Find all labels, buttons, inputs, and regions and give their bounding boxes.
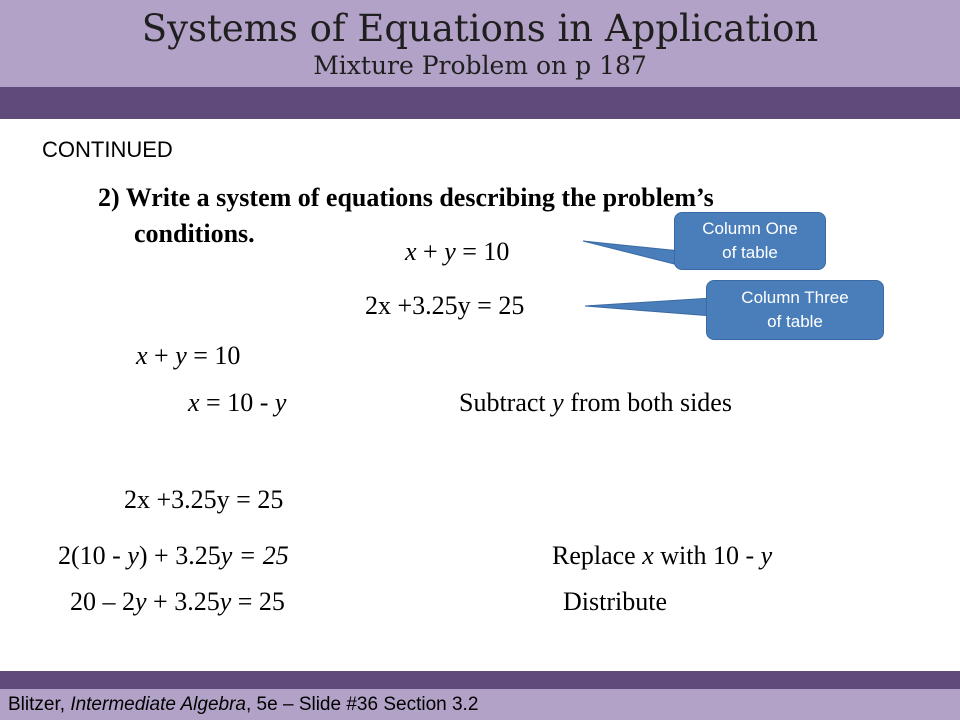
continued-label: CONTINUED [42,137,173,162]
var-y: y [135,587,147,616]
slide-subtitle: Mixture Problem on p 187 [313,51,647,80]
eq-mid: ) + 3.25 [138,541,221,570]
eq-post: = 25 [231,587,285,616]
work-equation-e [70,586,285,618]
callout-column-one [674,212,826,270]
var-y: y [175,341,187,370]
callout-line-1: Column Three [741,288,849,307]
callout-line-2: of table [767,312,823,331]
equation-rest: = 10 [186,341,241,370]
var-y-rest: y = 25 [220,541,289,570]
eq-pre: 20 – 2 [70,587,135,616]
note-pre: Replace [552,541,643,570]
footer-author: Blitzer, [8,694,71,715]
footer-band [0,671,960,689]
var-y: y [444,237,456,266]
var-x: x [188,388,200,417]
system-equation-2: 2x +3.25y = 25 [365,291,525,320]
operator: + [416,237,445,266]
note-post: from both sides [563,388,732,417]
work-equation-b [188,387,286,419]
var-y: y [219,587,232,616]
step-line-1: 2) Write a system of equations describing the problem’s [98,183,714,212]
work-equation-c: 2x +3.25y = 25 [124,485,284,514]
var-y: y [552,388,564,417]
var-y: y [127,541,139,570]
var-x: x [405,237,417,266]
eq-mid: + 3.25 [146,587,220,616]
equation-middle: = 10 - [199,388,275,417]
equation-rest: = 10 [455,237,510,266]
note-pre: Subtract [459,388,553,417]
step-line-2: conditions. [134,219,255,248]
eq-pre: 2(10 - [58,541,128,570]
var-y: y [274,388,287,417]
operator: + [147,341,176,370]
slide-title: Systems of Equations in Application [141,7,819,50]
callout-line-2: of table [722,243,778,262]
var-y: y [760,541,773,570]
callout-pointer-2 [585,298,712,316]
callout-line-1: Column One [702,219,798,238]
var-x: x [136,341,148,370]
footer-slide-info: , 5e – Slide #36 Section 3.2 [246,694,479,715]
footer-book-title: Intermediate Algebra [70,694,246,715]
work-equation-a [136,340,240,372]
note-subtract [459,387,732,419]
footer-citation [8,693,478,717]
callout-column-three [706,280,884,340]
note-post: with 10 - [653,541,761,570]
work-equation-d [58,540,289,572]
note-distribute: Distribute [563,587,667,616]
note-replace [552,540,772,572]
var-x: x [642,541,654,570]
